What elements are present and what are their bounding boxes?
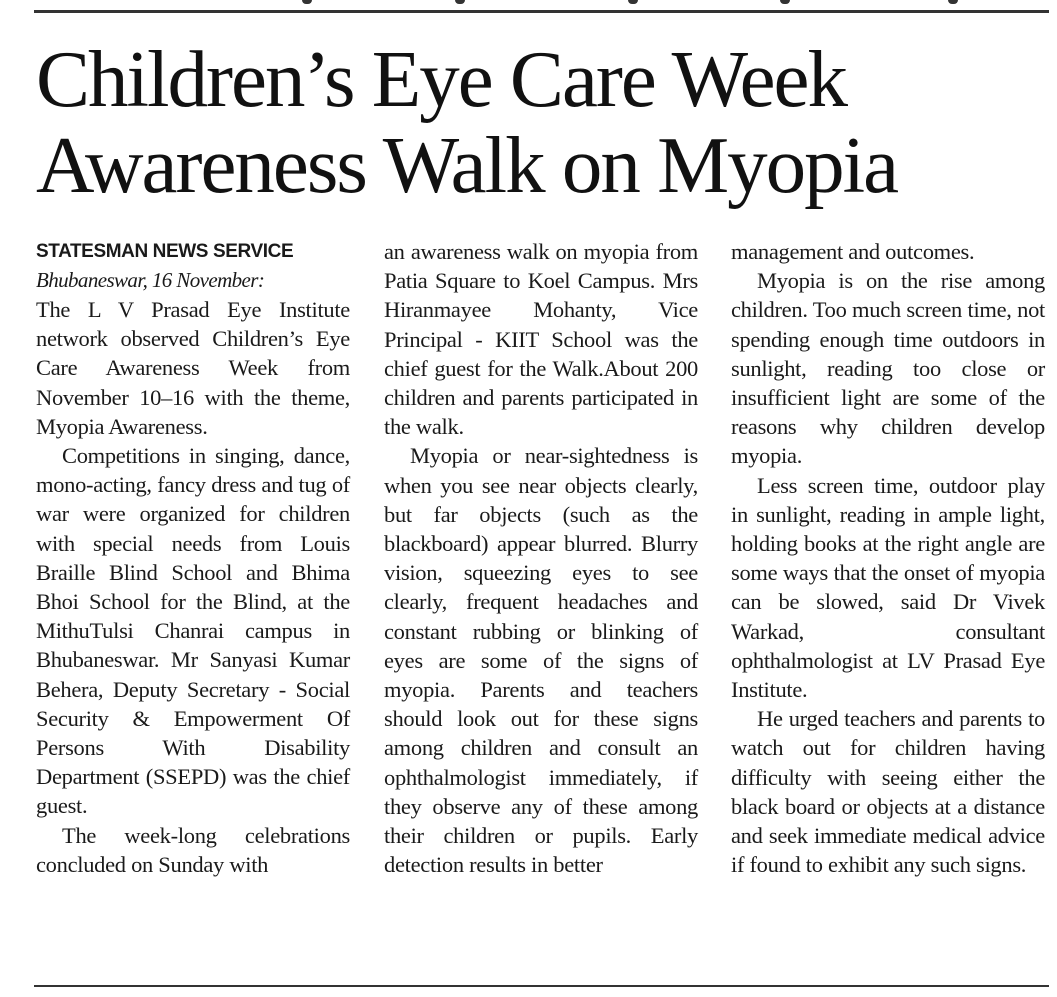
top-rule [34, 10, 1049, 13]
paragraph: management and outcomes. [731, 239, 975, 264]
headline [36, 36, 1046, 208]
paragraph: Myopia or near-sightedness is when you see near objects clearly, but far objects (such as the blackboard) appear blurred. Blurry vision, squeezing eyes to see clearly, frequent headaches and constant rubbing or blinking of eyes are some of the signs of myopia. Parents and teachers should look out for these signs among children and consult an ophthalmologist immediately, if they observe any of these among their children or pupils. Early detection results in better [384, 443, 698, 878]
article-column-2 [384, 237, 698, 879]
paragraph: Less screen time, outdoor play in sunlight, reading in ample light, holding books at the right angle are some ways that the onset of myopia can be slowed, said Dr Vivek Warkad, consultant ophthalmologist at LV Prasad Eye Institute. [731, 472, 1045, 703]
paragraph: He urged teachers and parents to watch out for children having difficulty with seeing either the black board or objects at a distance and seek immediate medical advice if found to exhibit any such signs. [731, 706, 1045, 878]
bottom-rule [34, 985, 1049, 987]
paragraph: The week-long celebrations concluded on Sunday with [36, 822, 350, 877]
article-column-3 [731, 237, 1045, 879]
byline: STATESMAN NEWS SERVICE [36, 241, 294, 262]
dateline: Bhubaneswar, 16 November: [36, 268, 265, 292]
paragraph: Myopia is on the rise among children. Too much screen time, not spending enough time outdoors in sunlight, reading too close or insufficient light are some of the reasons why children develop myopia. [731, 268, 1045, 469]
paragraph: an awareness walk on myopia from Patia Square to Koel Campus. Mrs Hiranmayee Mohanty, Vice Principal - KIIT School was the chief guest for the Walk.About 200 children and parents participated in the walk. [384, 239, 698, 440]
paragraph: The L V Prasad Eye Institute network observed Children’s Eye Care Awareness Week from November 10–16 with the theme, Myopia Awareness. [36, 297, 350, 439]
top-edge-marks [0, 0, 1057, 6]
paragraph: Competitions in singing, dance, mono-acting, fancy dress and tug of war were organized for children with special needs from Louis Braille Blind School and Bhima Bhoi School for the Blind, at the MithuTulsi Chanrai campus in Bhubaneswar. Mr Sanyasi Kumar Behera, Deputy Secretary - Social Security & Empowerment Of Persons With Disability Department (SSEPD) was the chief guest. [36, 443, 350, 819]
headline-line-2: Awareness Walk on Myopia [36, 120, 898, 210]
article-column-1 [36, 237, 350, 879]
headline-line-1: Children’s Eye Care Week [36, 34, 846, 124]
